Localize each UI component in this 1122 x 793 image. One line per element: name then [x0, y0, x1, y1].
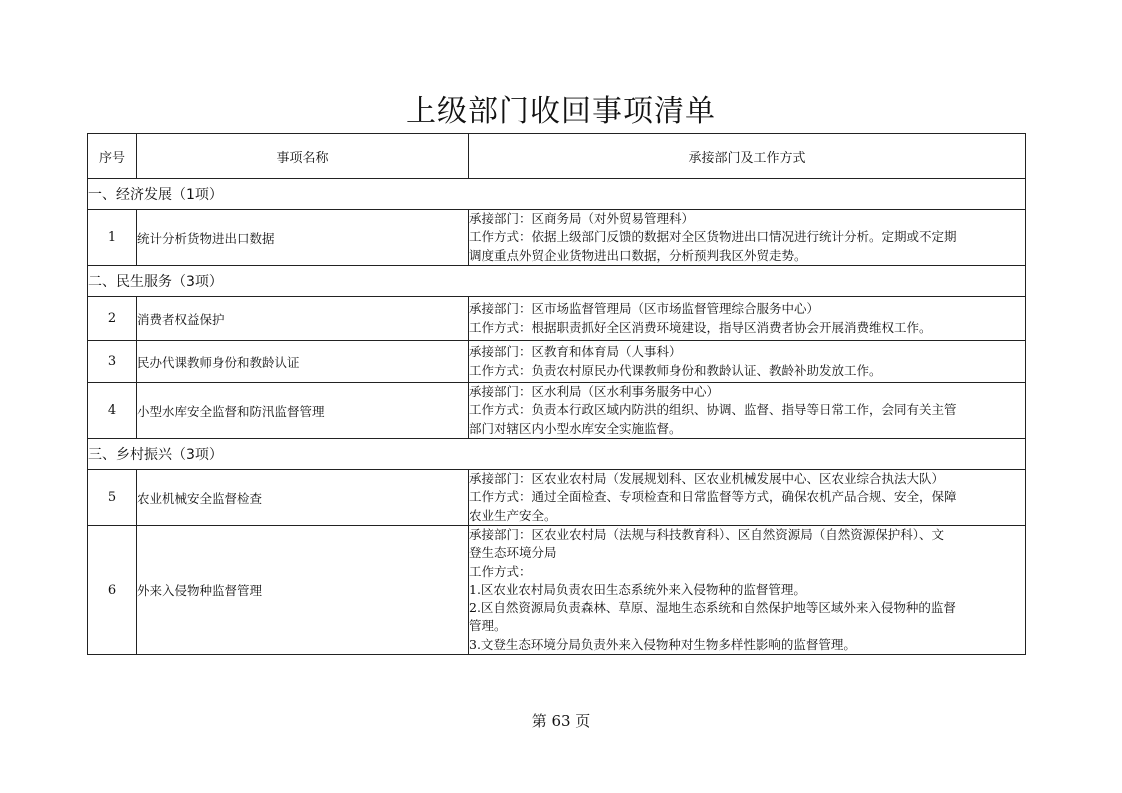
detail-line: 工作方式：根据职责抓好全区消费环境建设，指导区消费者协会开展消费维权工作。 [469, 319, 932, 335]
detail-line: 管理。 [469, 618, 507, 634]
item-detail [469, 210, 1026, 266]
detail-line: 工作方式：依据上级部门反馈的数据对全区货物进出口情况进行统计分析。定期或不定期 [469, 229, 957, 245]
page-number: 第 63 页 [531, 712, 591, 730]
detail-line: 承接部门：区农业农村局（法规与科技教育科）、区自然资源局（自然资源保护科）、文 [469, 527, 945, 542]
item-detail [469, 526, 1026, 655]
item-number: 1 [88, 210, 137, 266]
detail-line: 1.区农业农村局负责农田生态系统外来入侵物种的监督管理。 [469, 581, 806, 597]
detail-line: 登生态环境分局 [469, 545, 557, 561]
table-row [88, 341, 1026, 383]
detail-line: 承接部门：区市场监督管理局（区市场监督管理综合服务中心） [469, 301, 820, 317]
item-name: 农业机械安全监督检查 [137, 470, 469, 526]
detail-line: 工作方式：通过全面检查、专项检查和日常监督等方式，确保农机产品合规、安全，保障 [469, 489, 957, 505]
item-detail [469, 383, 1026, 439]
table-row [88, 526, 1026, 655]
section-label: 一、经济发展（1项） [88, 179, 1026, 210]
table-row [88, 383, 1026, 439]
item-table [87, 133, 1026, 655]
detail-line: 工作方式：负责农村原民办代课教师身份和教龄认证、教龄补助发放工作。 [469, 362, 882, 378]
item-name: 小型水库安全监督和防汛监督管理 [137, 383, 469, 439]
section-label: 二、民生服务（3项） [88, 266, 1026, 297]
item-name: 消费者权益保护 [137, 297, 469, 341]
item-name: 民办代课教师身份和教龄认证 [137, 341, 469, 383]
item-number: 5 [88, 470, 137, 526]
item-detail [469, 297, 1026, 341]
table-row [88, 210, 1026, 266]
section-row [88, 179, 1026, 210]
detail-line: 承接部门：区教育和体育局（人事科） [469, 344, 682, 360]
table-row [88, 297, 1026, 341]
detail-line: 3.文登生态环境分局负责外来入侵物种对生物多样性影响的监督管理。 [469, 636, 856, 652]
detail-line: 工作方式： [469, 563, 532, 579]
header-dept: 承接部门及工作方式 [469, 134, 1026, 179]
item-name: 外来入侵物种监督管理 [137, 526, 469, 655]
section-label: 三、乡村振兴（3项） [88, 439, 1026, 470]
item-number: 6 [88, 526, 137, 655]
item-number: 4 [88, 383, 137, 439]
header-no: 序号 [88, 134, 137, 179]
section-row [88, 266, 1026, 297]
item-detail [469, 470, 1026, 526]
header-row [88, 134, 1026, 179]
detail-line: 工作方式：负责本行政区域内防洪的组织、协调、监督、指导等日常工作，会同有关主管 [469, 402, 957, 418]
detail-line: 农业生产安全。 [469, 507, 557, 523]
detail-line: 2.区自然资源局负责森林、草原、湿地生态系统和自然保护地等区域外来入侵物种的监督 [469, 600, 956, 616]
detail-line: 部门对辖区内小型水库安全实施监督。 [469, 420, 682, 436]
document-title: 上级部门收回事项清单 [406, 94, 716, 129]
detail-line: 承接部门：区农业农村局（发展规划科、区农业机械发展中心、区农业综合执法大队） [469, 471, 945, 487]
detail-line: 调度重点外贸企业货物进出口数据，分析预判我区外贸走势。 [469, 247, 807, 263]
detail-line: 承接部门：区水利局（区水利事务服务中心） [469, 384, 720, 400]
detail-line: 承接部门：区商务局（对外贸易管理科） [469, 211, 695, 227]
item-number: 3 [88, 341, 137, 383]
item-number: 2 [88, 297, 137, 341]
header-name: 事项名称 [137, 134, 469, 179]
table-row [88, 470, 1026, 526]
item-detail [469, 341, 1026, 383]
item-name: 统计分析货物进出口数据 [137, 210, 469, 266]
section-row [88, 439, 1026, 470]
